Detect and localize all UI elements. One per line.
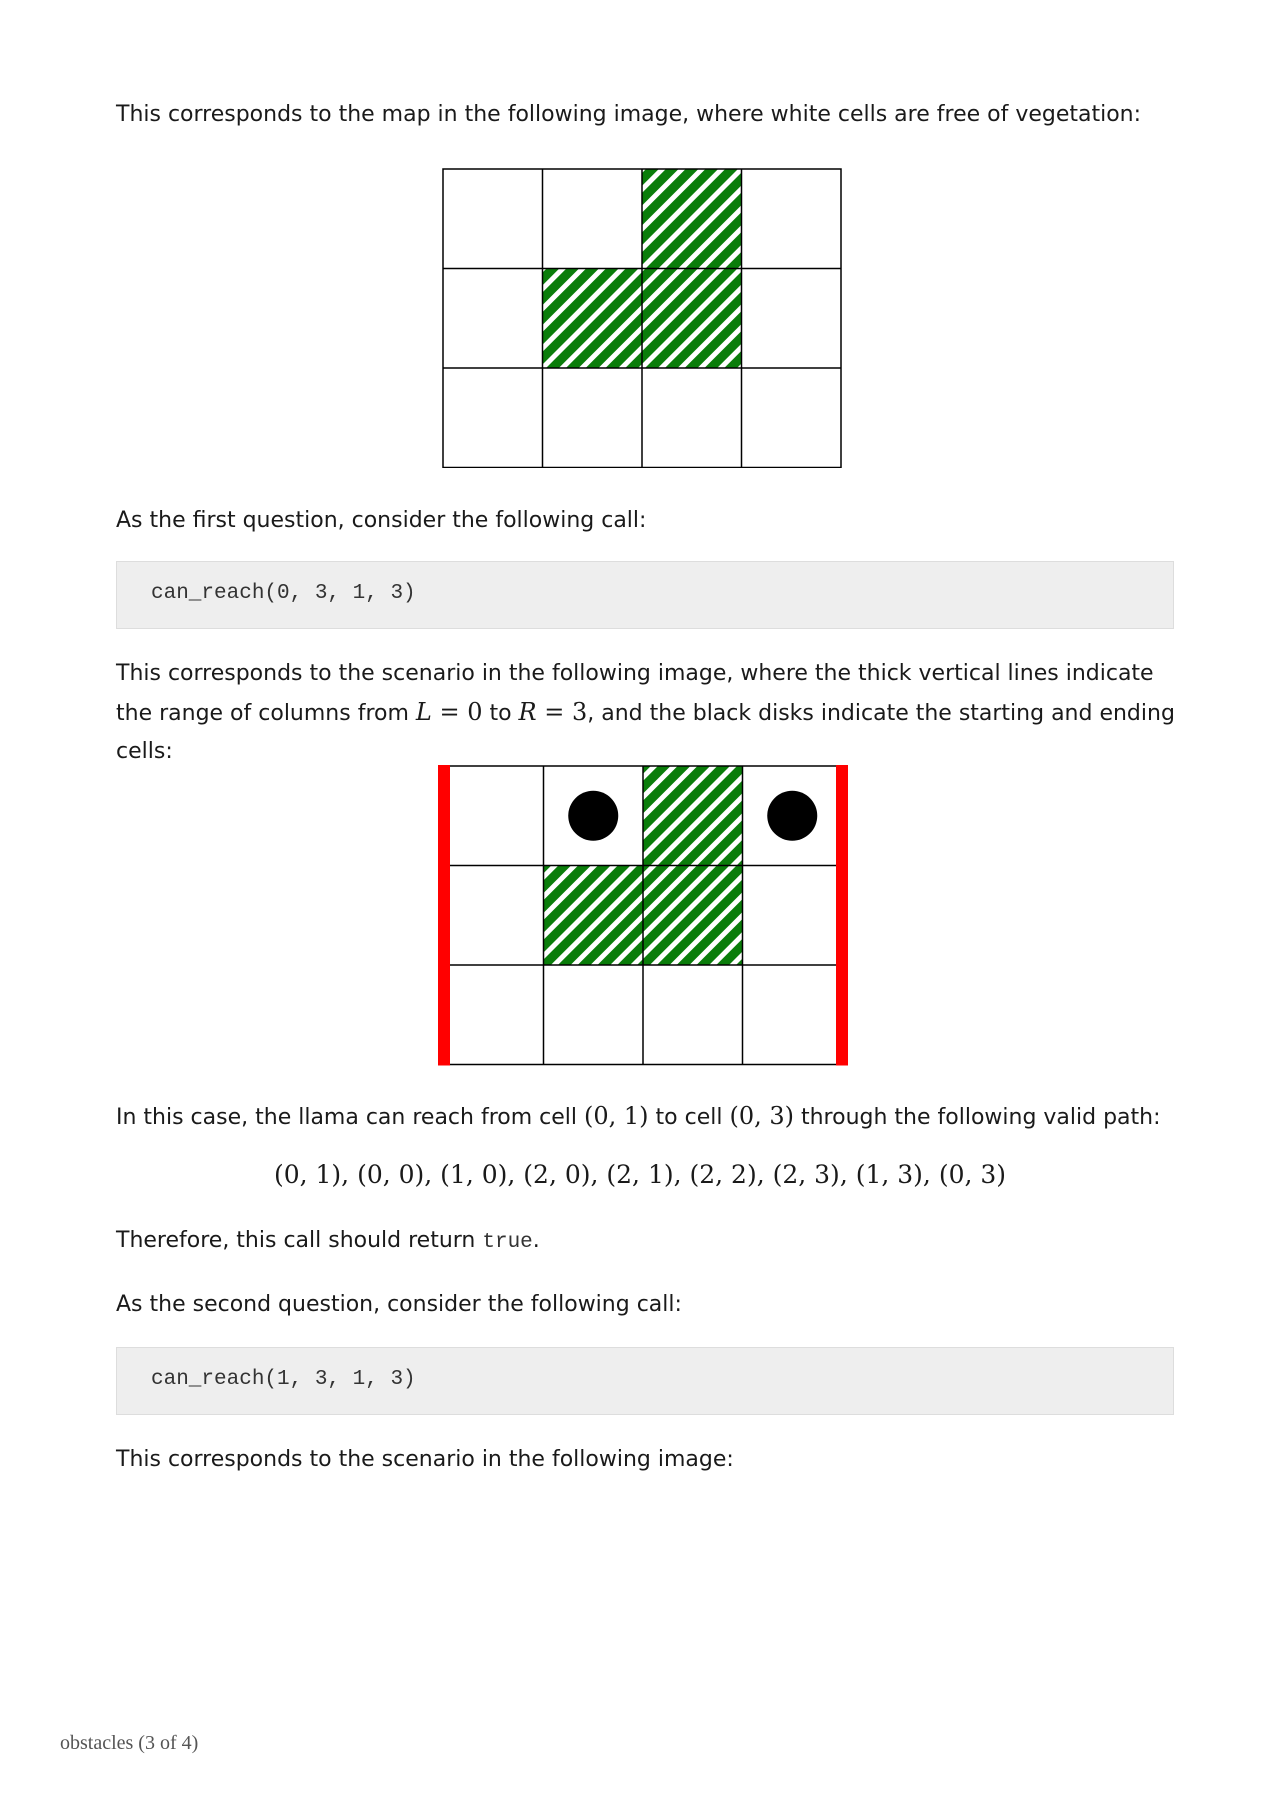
free-cell [444, 766, 544, 866]
path-text-a: In this case, the llama can reach from cell [116, 1105, 584, 1130]
vegetation-cell [642, 169, 742, 269]
second-question-paragraph: As the second question, consider the following call: [116, 1292, 682, 1317]
vegetation-cell [642, 269, 742, 369]
math-start-cell: (0, 1) [584, 1102, 649, 1130]
free-cell [643, 965, 743, 1065]
vegetation-cell [544, 866, 644, 966]
vegetation-cell [643, 866, 743, 966]
free-cell [743, 965, 843, 1065]
scenario-paragraph [116, 655, 1176, 771]
inline-code-true: true [482, 1231, 533, 1254]
math-end-cell: (0, 3) [729, 1102, 794, 1130]
free-cell [443, 169, 543, 269]
first-question-paragraph: As the first question, consider the following call: [116, 508, 647, 533]
page-footer: obstacles (3 of 4) [60, 1732, 199, 1754]
scenario-text-a: This corresponds to the scenario in the following image, where the thick vertical lines indicate the range of columns from [116, 661, 1154, 726]
free-cell [543, 169, 643, 269]
path-text-to: to cell [648, 1105, 730, 1130]
vegetation-cell [643, 766, 743, 866]
code-block-first-call [116, 561, 1174, 629]
vegetation-map-grid [442, 168, 842, 468]
scenario-text-b: , and the black disks indicate the starting and ending cells: [116, 701, 1175, 764]
free-cell [443, 368, 543, 468]
free-cell [443, 269, 543, 369]
return-text-a: Therefore, this call should return [116, 1228, 483, 1253]
endpoint-disk [767, 791, 817, 841]
vegetation-cell [543, 269, 643, 369]
free-cell [543, 368, 643, 468]
free-cell [743, 866, 843, 966]
return-true-paragraph [116, 1222, 1176, 1262]
free-cell [642, 368, 742, 468]
free-cell [742, 269, 842, 369]
code-first-call: can_reach(0, 3, 1, 3) [151, 582, 416, 605]
code-block-second-call [116, 1347, 1174, 1415]
free-cell [444, 965, 544, 1065]
return-text-b: . [532, 1228, 540, 1253]
right-boundary-bar [836, 765, 848, 1066]
free-cell [742, 368, 842, 468]
scenario-text-to: to [482, 701, 519, 726]
scenario-grid [434, 765, 850, 1067]
free-cell [444, 866, 544, 966]
path-intro-paragraph [116, 1097, 1176, 1137]
code-second-call: can_reach(1, 3, 1, 3) [151, 1368, 416, 1391]
valid-path-formula: (0, 1), (0, 0), (1, 0), (2, 0), (2, 1), (2, 2), (2, 3), (1, 3), (0, 3) [273, 1160, 1007, 1189]
math-R: R = 3 [518, 698, 588, 726]
second-scenario-paragraph: This corresponds to the scenario in the following image: [116, 1447, 734, 1472]
math-L: L = 0 [415, 698, 483, 726]
path-text-b: through the following valid path: [793, 1105, 1161, 1130]
free-cell [544, 965, 644, 1065]
free-cell [742, 169, 842, 269]
left-boundary-bar [438, 765, 450, 1066]
endpoint-disk [568, 791, 618, 841]
intro-paragraph: This corresponds to the map in the following image, where white cells are free of vegetation: [116, 102, 1142, 127]
